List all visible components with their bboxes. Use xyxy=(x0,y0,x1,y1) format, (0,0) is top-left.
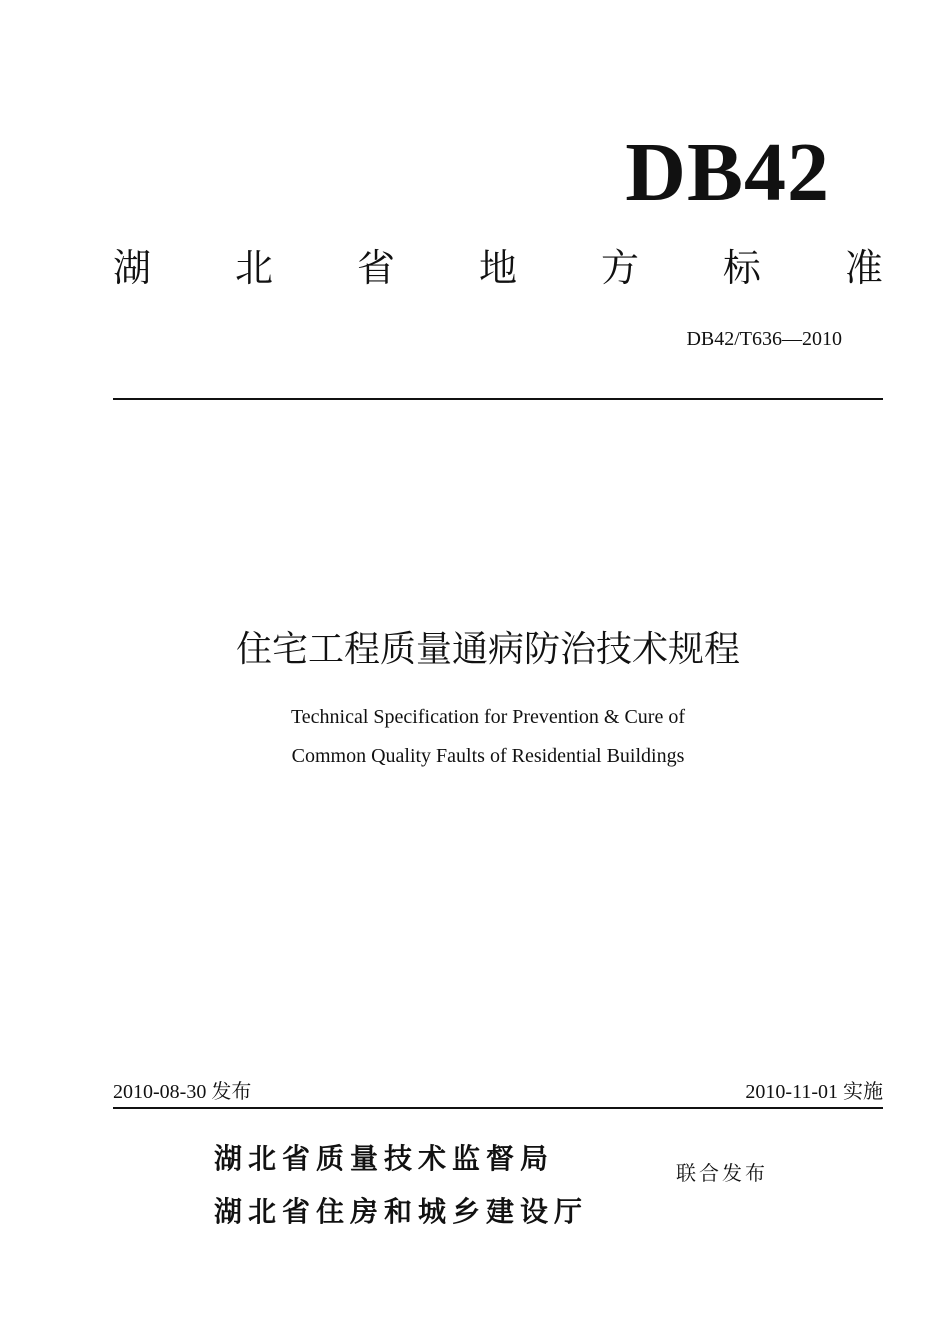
issue-date: 2010-08-30 发布 xyxy=(113,1081,252,1103)
standard-type-char: 省 xyxy=(356,246,395,290)
standard-number: DB42/T636—2010 xyxy=(686,328,842,350)
implementation-date: 2010-11-01 实施 xyxy=(745,1081,883,1103)
standard-type-char: 标 xyxy=(722,246,761,290)
standard-type-char: 准 xyxy=(844,246,883,290)
standard-type-char: 地 xyxy=(478,246,517,290)
bottom-divider xyxy=(113,1107,883,1109)
standard-type-char: 方 xyxy=(600,246,639,290)
standard-type-title xyxy=(113,244,883,292)
document-title-english-line-2: Common Quality Faults of Residential Buildings xyxy=(291,745,685,767)
standard-type-char: 北 xyxy=(234,246,273,290)
document-title-english-line-1: Technical Specification for Prevention & Cure of xyxy=(290,706,686,728)
issuer-quality-bureau: 湖北省质量技术监督局 xyxy=(214,1142,555,1175)
standard-code-large: DB42 xyxy=(625,126,830,219)
joint-release-label: 联合发布 xyxy=(676,1161,768,1185)
standard-type-char: 湖 xyxy=(113,246,152,290)
top-divider xyxy=(113,398,883,400)
issuer-housing-department: 湖北省住房和城乡建设厅 xyxy=(214,1195,589,1228)
document-title-chinese: 住宅工程质量通病防治技术规程 xyxy=(235,629,740,670)
